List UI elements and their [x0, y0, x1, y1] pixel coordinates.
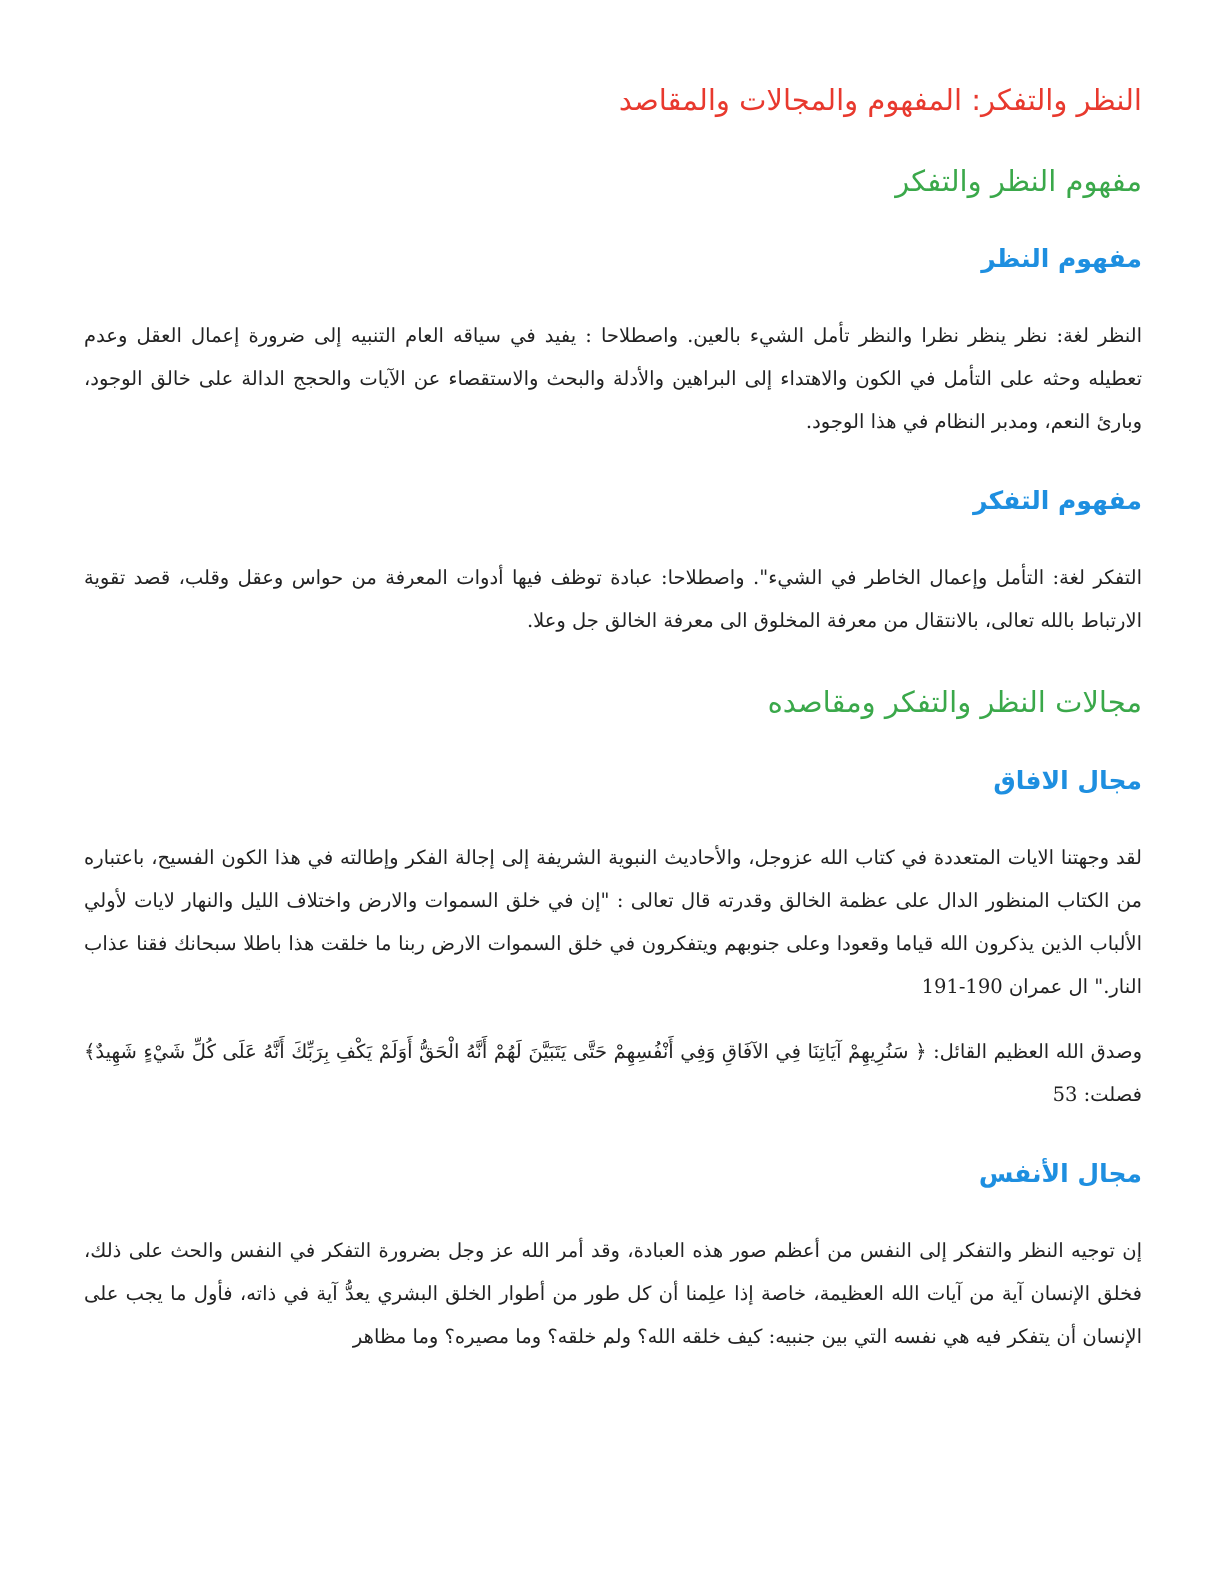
- section-heading-domains: مجالات النظر والتفكر ومقاصده: [767, 685, 1142, 720]
- subheading-anfus: مجال الأنفس: [978, 1158, 1142, 1188]
- document-title: النظر والتفكر: المفهوم والمجالات والمقاصد: [618, 83, 1142, 117]
- paragraph-afaq-quote: وصدق الله العظيم القائل: ﴿ سَنُرِيهِمْ آيَاتِنَا فِي الآفَاقِ وَفِي أَنْفُسِهِمْ حَتَّى يَتَبَيَّنَ لَهُمْ أَنَّهُ الْحَقُّ أَوَلَمْ يَكْفِ بِرَبِّكَ أَنَّهُ عَلَى كُلِّ شَيْءٍ شَهِيدٌ﴾ فصلت: 53: [84, 1039, 1142, 1106]
- subheading-afaq: مجال الافاق: [993, 765, 1142, 795]
- section-heading-concept: مفهوم النظر والتفكر: [895, 163, 1142, 198]
- paragraph-tafakkur-definition: التفكر لغة: التأمل وإعمال الخاطر في الشيء". واصطلاحا: عبادة توظف فيها أدوات المعرفة من حواس وعقل وقلب، قصد تقوية الارتباط بالله تعالى، بالانتقال من معرفة المخلوق الى معرفة الخالق جل وعلا.: [84, 566, 1142, 633]
- paragraph-nazar-definition: النظر لغة: نظر ينظر نظرا والنظر تأمل الشيء بالعين. واصطلاحا : يفيد في سياقه العام التنبيه إلى ضرورة إعمال العقل وعدم تعطيله وحثه على التأمل في الكون والاهتداء إلى البراهين والأدلة والبحث والاستقصاء عن الآيات والحجج الدالة على خالق الوجود، وبارئ النعم، ومدبر النظام في هذا الوجود.: [84, 324, 1142, 434]
- subheading-nazar: مفهوم النظر: [981, 244, 1142, 274]
- document-page: [84, 80, 1142, 1358]
- paragraph-afaq-verse: لقد وجهتنا الايات المتعددة في كتاب الله عزوجل، والأحاديث النبوية الشريفة إلى إجالة الفكر وإطالته في هذا الكون الفسيح، باعتباره من الكتاب المنظور الدال على عظمة الخالق وقدرته قال تعالى : "إن في خلق السموات والارض واختلاف الليل والنهار لايات لأولي الألباب الذين يذكرون الله قياما وقعودا وعلى جنوبهم ويتفكرون في خلق السموات الارض ربنا ما خلقت هذا باطلا سبحانك فقنا عذاب النار." ال عمران 190-191: [84, 845, 1142, 998]
- subheading-tafakkur: مفهوم التفكر: [973, 486, 1142, 516]
- paragraph-anfus: إن توجيه النظر والتفكر إلى النفس من أعظم صور هذه العبادة، وقد أمر الله عز وجل بضرورة التفكر في النفس والحث على ذلك، فخلق الإنسان آية من آيات الله العظيمة، خاصة إذا علِمنا أن كل طور من أطوار الخلق البشري يعدُّ آية في ذاته، فأول ما يجب على الإنسان أن يتفكر فيه هي نفسه التي بين جنبيه: كيف خلقه الله؟ ولم خلقه؟ وما مصيره؟ وما مظاهر: [84, 1238, 1142, 1348]
